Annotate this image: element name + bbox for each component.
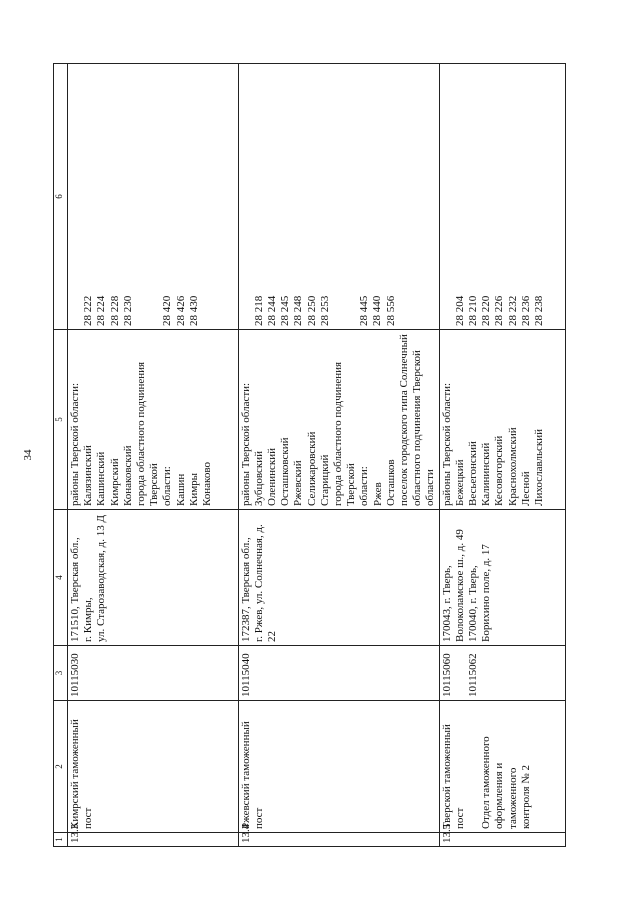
service-areas-line: районы Тверской области: [239,382,252,506]
post-address-line: Борихино поле, д. 17 [480,544,493,642]
service-areas-line: Лихославльский [532,428,545,506]
service-areas-line: Кашинский [95,451,108,506]
customs-post-name-line: Ржевский таможенный пост [239,721,265,829]
row-number: 13.4 [239,823,252,843]
post-address-cell [238,510,439,646]
post-address-line: 172387, Тверская обл., [239,537,252,642]
service-areas-line: Ржевский [292,460,305,506]
blank-line [240,67,253,326]
rotated-page-content [53,63,566,847]
okato-codes-line: 28 236 [519,295,532,326]
customs-code-line: 10115030 [69,653,81,697]
okato-codes-line: 28 230 [121,295,134,326]
customs-post-name-line: оформления и таможенного [493,762,519,829]
service-areas-line: Оленинский [265,448,278,506]
okato-codes-line: 28 204 [453,295,466,326]
service-areas-line: Калининский [480,442,493,506]
service-areas-line: районы Тверской области: [440,382,453,506]
post-address-cell [439,510,565,646]
row-number-cell [439,823,565,847]
page-number: 34 [22,449,34,461]
okato-codes-line: 28 218 [252,295,265,326]
service-areas-line: Ржев [371,482,384,506]
okato-codes-line: 28 250 [305,295,318,326]
service-areas-line: Осташков [384,459,397,506]
service-areas-cell [238,330,439,510]
okato-codes-line: 28 420 [161,295,174,326]
okato-codes-line: 28 222 [82,295,95,326]
blank-line [345,67,358,326]
service-areas-line: Кимрский [108,458,121,506]
column-number: 3 [54,646,68,701]
okato-codes-line: 28 238 [532,295,545,326]
customs-posts-table [53,63,566,847]
okato-codes-cell [68,64,239,330]
post-address-line: г. Кимры, [82,597,95,642]
okato-codes-line: 28 228 [108,295,121,326]
customs-post-name-line: Тверской таможенный пост [440,724,466,829]
okato-codes-line: 28 440 [371,295,384,326]
column-number: 1 [54,833,68,847]
service-areas-line: Конаковский [121,445,134,506]
customs-post-name-cell [439,701,565,833]
customs-post-name-cell [68,701,239,833]
service-areas-cell [68,330,239,510]
okato-codes-line: 28 220 [480,295,493,326]
customs-code-cell [238,646,439,701]
table-row [238,64,439,847]
okato-codes-line: 28 430 [187,295,200,326]
post-address-line: 170040, г. Тверь, [466,565,479,642]
blank-line [135,67,148,326]
customs-post-name-line: Отдел таможенного [480,736,493,829]
blank-line [441,67,454,326]
table-row [68,64,239,847]
okato-codes-line: 28 244 [265,295,278,326]
blank-line [69,67,82,326]
okato-codes-line: 28 232 [506,295,519,326]
service-areas-line: Кашин [174,473,187,506]
column-number-row [54,64,68,847]
okato-codes-line: 28 426 [174,295,187,326]
customs-code-line: 10115040 [239,653,252,697]
customs-code-cell [68,646,239,701]
service-areas-line: Зубцовский [252,451,265,506]
row-number-cell [238,823,439,847]
service-areas-line: Лесной [519,471,532,506]
okato-codes-line: 28 210 [466,295,479,326]
customs-code-cell [439,646,565,701]
post-address-line: ул. Старозаводская, д. 13 Д [95,515,108,642]
blank-line [398,67,411,326]
service-areas-line: Калязинский [82,445,95,506]
customs-code-line: 10115060 [440,653,453,697]
column-number: 6 [54,64,68,330]
service-areas-line: города областного подчинения Тверской [331,361,358,506]
blank-line [332,67,345,326]
table-row [439,64,565,847]
post-address-line: Волоколамское ш., д. 49 [453,529,466,642]
row-number: 13.3 [69,823,81,843]
customs-post-name-cell [238,701,439,833]
okato-codes-cell [238,64,439,330]
service-areas-line: областного подчинения Тверской области [411,350,437,506]
service-areas-line: области: [358,466,371,506]
service-areas-line: Кимры [187,472,200,506]
customs-post-name-line: Кимрский таможенный пост [69,719,95,829]
okato-codes-line: 28 248 [292,295,305,326]
okato-codes-line: 28 224 [95,295,108,326]
post-address-cell [68,510,239,646]
okato-codes-line: 28 556 [384,295,397,326]
service-areas-line: Весьегонский [466,441,479,506]
service-areas-line: Бежецкий [453,459,466,506]
service-areas-line: Селижаровский [305,431,318,506]
service-areas-line: области: [161,466,174,506]
okato-codes-line: 28 445 [358,295,371,326]
post-address-line: 171510, Тверская обл., [69,537,81,642]
blank-line [148,67,161,326]
column-number: 2 [54,701,68,833]
service-areas-line: поселок городского типа Солнечный [397,334,410,506]
okato-codes-line: 28 226 [493,295,506,326]
blank-line [467,704,480,829]
service-areas-line: Старицкий [318,454,331,506]
customs-post-name-line: контроля № 2 [519,764,532,829]
post-address-line: 170043, г. Тверь, [440,565,453,642]
okato-codes-line: 28 245 [279,295,292,326]
post-address-line: г. Ржев, ул. Солнечная, д. 22 [252,524,278,642]
row-number-cell [68,823,239,847]
service-areas-cell [439,330,565,510]
service-areas-line: Конаково [201,462,214,506]
service-areas-line: Краснохолмский [506,427,519,506]
service-areas-line: города областного подчинения Тверской [135,361,161,506]
okato-codes-line: 28 253 [318,295,331,326]
okato-codes-cell [439,64,565,330]
blank-line [454,649,467,697]
customs-code-line: 10115062 [466,653,479,697]
row-number: 13.5 [440,823,453,843]
service-areas-line: районы Тверской области: [69,382,81,506]
column-number: 5 [54,330,68,510]
service-areas-line: Кесовогорский [493,435,506,506]
service-areas-line: Осташковский [279,437,292,506]
column-number: 4 [54,510,68,646]
